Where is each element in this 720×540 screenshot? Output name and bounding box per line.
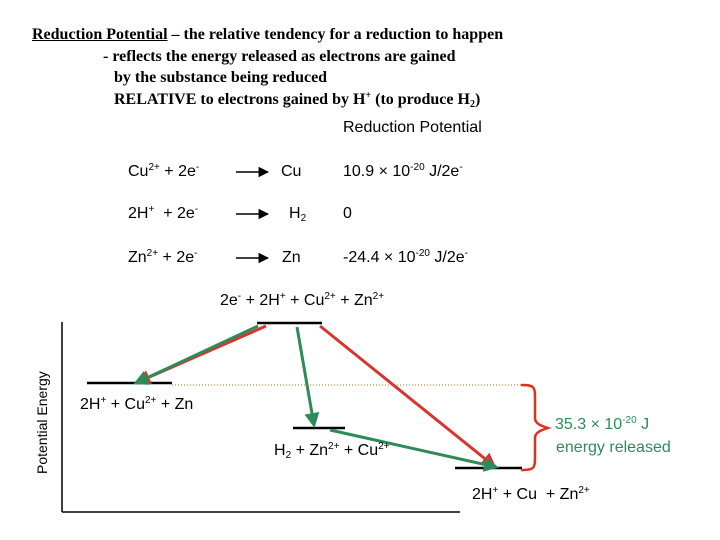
reaction-row-1-potential: $10.9 \times 10^{-20}$ J/2e-: [343, 162, 463, 180]
header-line-4: RELATIVE to electrons gained by H+ (to produce $H_2$): [114, 90, 481, 110]
reaction-row-1-reactants: $Cu^{2+} + 2e^-$: [128, 162, 200, 180]
reaction-row-3-reactants: $Zn^{2+} + 2e^-$: [128, 248, 198, 266]
reaction-row-3-potential: $-24.4 \times 10^{-20}$ J/2e-: [343, 248, 468, 266]
top-level-label: $2e^- + 2H^+ + Cu^{2+} + Zn^{2+}$: [220, 291, 385, 309]
title-definition: – the relative tendency for a reduction to happen: [167, 26, 504, 43]
left-level-label: $2H^+ + Cu^{2+} + Zn$: [80, 395, 194, 413]
green-arrow-to-middle: [297, 327, 314, 425]
middle-level-label: $H_2 + Zn^{2+} + Cu^{2+}$: [274, 441, 390, 461]
green-arrow-to-left: [136, 326, 258, 383]
y-axis-label: Potential Energy: [34, 371, 50, 474]
reaction-row-2-reactants: 2H+ + 2e-: [128, 204, 199, 222]
energy-released-label: energy released: [556, 439, 671, 456]
header-line-2: - reflects the energy released as electrons are gained: [103, 48, 456, 65]
reaction-row-2-product: $H_2$: [289, 205, 307, 224]
reaction-row-2-potential: 0: [343, 205, 352, 222]
header-line-3: by the substance being reduced: [114, 69, 328, 86]
reaction-row-1-product: Cu: [281, 163, 302, 180]
reduction-potential-header: Reduction Potential: [343, 119, 482, 136]
title-term: Reduction Potential: [32, 26, 168, 43]
energy-released-bracket: [521, 385, 548, 470]
reaction-row-3-product: Zn: [282, 249, 301, 266]
bottom-level-label: $2H^+ + Cu + Zn^{2+}$: [472, 485, 590, 503]
energy-value: $35.3 \times 10^{-20}$ J: [555, 415, 650, 433]
